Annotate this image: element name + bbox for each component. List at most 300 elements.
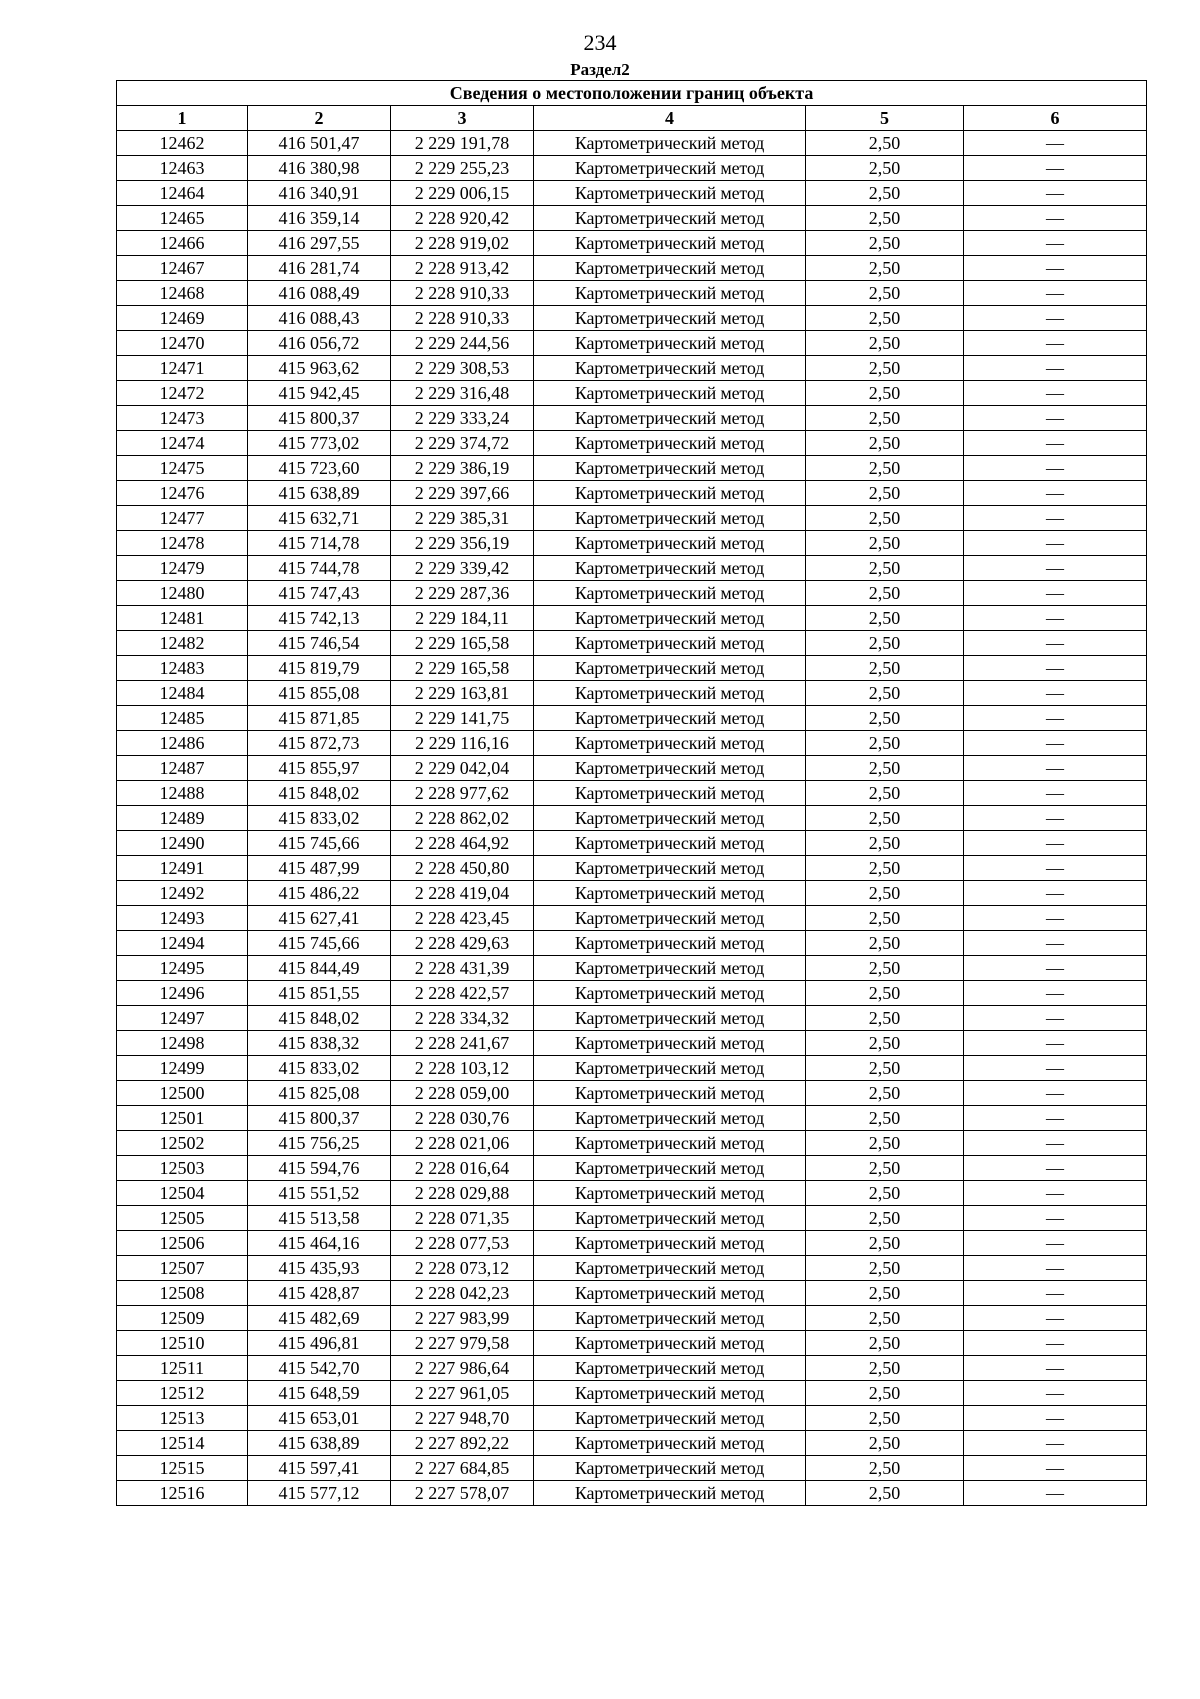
table-row: [117, 706, 1147, 731]
table-row: [117, 1106, 1147, 1131]
coordinate-y-cell: 2 229 287,36: [391, 581, 534, 606]
description-cell: —: [964, 156, 1147, 181]
accuracy-cell: 2,50: [806, 306, 964, 331]
coordinate-y-cell: 2 229 116,16: [391, 731, 534, 756]
point-number-cell: 12467: [117, 256, 248, 281]
coordinate-y-cell: 2 229 165,58: [391, 656, 534, 681]
description-cell: —: [964, 306, 1147, 331]
description-cell: —: [964, 956, 1147, 981]
coordinate-y-cell: 2 229 308,53: [391, 356, 534, 381]
coordinate-y-cell: 2 227 948,70: [391, 1406, 534, 1431]
coordinate-y-cell: 2 228 919,02: [391, 231, 534, 256]
accuracy-cell: 2,50: [806, 431, 964, 456]
description-cell: —: [964, 756, 1147, 781]
accuracy-cell: 2,50: [806, 1481, 964, 1506]
table-row: [117, 1081, 1147, 1106]
method-cell: Картометрический метод: [534, 631, 806, 656]
point-number-cell: 12506: [117, 1231, 248, 1256]
description-cell: —: [964, 581, 1147, 606]
coordinate-x-cell: 416 297,55: [248, 231, 391, 256]
accuracy-cell: 2,50: [806, 706, 964, 731]
table-row: [117, 331, 1147, 356]
coordinate-y-cell: 2 228 059,00: [391, 1081, 534, 1106]
table-body: [117, 131, 1147, 1506]
accuracy-cell: 2,50: [806, 681, 964, 706]
table-row: [117, 1431, 1147, 1456]
method-cell: Картометрический метод: [534, 1206, 806, 1231]
coordinate-y-cell: 2 229 386,19: [391, 456, 534, 481]
method-cell: Картометрический метод: [534, 756, 806, 781]
point-number-cell: 12487: [117, 756, 248, 781]
method-cell: Картометрический метод: [534, 1106, 806, 1131]
method-cell: Картометрический метод: [534, 181, 806, 206]
description-cell: —: [964, 1231, 1147, 1256]
coordinate-x-cell: 415 871,85: [248, 706, 391, 731]
point-number-cell: 12462: [117, 131, 248, 156]
coordinate-x-cell: 415 800,37: [248, 1106, 391, 1131]
description-cell: —: [964, 1331, 1147, 1356]
coordinate-y-cell: 2 228 450,80: [391, 856, 534, 881]
method-cell: Картометрический метод: [534, 681, 806, 706]
coordinate-y-cell: 2 229 333,24: [391, 406, 534, 431]
description-cell: —: [964, 481, 1147, 506]
table-row: [117, 1481, 1147, 1506]
method-cell: Картометрический метод: [534, 331, 806, 356]
description-cell: —: [964, 1131, 1147, 1156]
point-number-cell: 12491: [117, 856, 248, 881]
coordinate-x-cell: 415 833,02: [248, 806, 391, 831]
accuracy-cell: 2,50: [806, 206, 964, 231]
point-number-cell: 12490: [117, 831, 248, 856]
point-number-cell: 12479: [117, 556, 248, 581]
point-number-cell: 12516: [117, 1481, 248, 1506]
accuracy-cell: 2,50: [806, 756, 964, 781]
coordinate-y-cell: 2 228 042,23: [391, 1281, 534, 1306]
method-cell: Картометрический метод: [534, 906, 806, 931]
method-cell: Картометрический метод: [534, 1381, 806, 1406]
method-cell: Картометрический метод: [534, 1181, 806, 1206]
coordinate-y-cell: 2 229 397,66: [391, 481, 534, 506]
coordinate-x-cell: 415 627,41: [248, 906, 391, 931]
coordinate-x-cell: 416 088,49: [248, 281, 391, 306]
description-cell: —: [964, 1156, 1147, 1181]
coordinate-x-cell: 416 501,47: [248, 131, 391, 156]
method-cell: Картометрический метод: [534, 1006, 806, 1031]
accuracy-cell: 2,50: [806, 931, 964, 956]
coordinate-x-cell: 415 744,78: [248, 556, 391, 581]
coordinate-y-cell: 2 228 920,42: [391, 206, 534, 231]
point-number-cell: 12475: [117, 456, 248, 481]
description-cell: —: [964, 1456, 1147, 1481]
description-cell: —: [964, 431, 1147, 456]
point-number-cell: 12480: [117, 581, 248, 606]
accuracy-cell: 2,50: [806, 481, 964, 506]
method-cell: Картометрический метод: [534, 531, 806, 556]
table-row: [117, 206, 1147, 231]
description-cell: —: [964, 656, 1147, 681]
table-row: [117, 1231, 1147, 1256]
point-number-cell: 12486: [117, 731, 248, 756]
point-number-cell: 12492: [117, 881, 248, 906]
table-row: [117, 1356, 1147, 1381]
table-row: [117, 1181, 1147, 1206]
table-row: [117, 781, 1147, 806]
method-cell: Картометрический метод: [534, 1331, 806, 1356]
point-number-cell: 12507: [117, 1256, 248, 1281]
table-row: [117, 1131, 1147, 1156]
coordinate-y-cell: 2 228 464,92: [391, 831, 534, 856]
method-cell: Картометрический метод: [534, 206, 806, 231]
description-cell: —: [964, 1106, 1147, 1131]
coordinate-y-cell: 2 228 016,64: [391, 1156, 534, 1181]
table-row: [117, 806, 1147, 831]
accuracy-cell: 2,50: [806, 1206, 964, 1231]
point-number-cell: 12510: [117, 1331, 248, 1356]
column-number: 2: [248, 106, 391, 131]
accuracy-cell: 2,50: [806, 381, 964, 406]
coordinate-x-cell: 415 819,79: [248, 656, 391, 681]
description-cell: —: [964, 381, 1147, 406]
coordinate-y-cell: 2 228 422,57: [391, 981, 534, 1006]
coordinate-x-cell: 416 380,98: [248, 156, 391, 181]
accuracy-cell: 2,50: [806, 406, 964, 431]
method-cell: Картометрический метод: [534, 1406, 806, 1431]
coordinate-x-cell: 416 359,14: [248, 206, 391, 231]
table-row: [117, 481, 1147, 506]
coordinate-x-cell: 416 281,74: [248, 256, 391, 281]
coordinate-x-cell: 415 632,71: [248, 506, 391, 531]
description-cell: —: [964, 1481, 1147, 1506]
table-row: [117, 731, 1147, 756]
accuracy-cell: 2,50: [806, 156, 964, 181]
accuracy-cell: 2,50: [806, 181, 964, 206]
table-row: [117, 981, 1147, 1006]
method-cell: Картометрический метод: [534, 1056, 806, 1081]
table-row: [117, 381, 1147, 406]
table-row: [117, 581, 1147, 606]
table-row: [117, 531, 1147, 556]
column-number: 1: [117, 106, 248, 131]
accuracy-cell: 2,50: [806, 1431, 964, 1456]
table-row: [117, 406, 1147, 431]
description-cell: —: [964, 1181, 1147, 1206]
coordinate-y-cell: 2 229 374,72: [391, 431, 534, 456]
coordinate-y-cell: 2 229 316,48: [391, 381, 534, 406]
description-cell: —: [964, 806, 1147, 831]
method-cell: Картометрический метод: [534, 856, 806, 881]
method-cell: Картометрический метод: [534, 1306, 806, 1331]
accuracy-cell: 2,50: [806, 506, 964, 531]
description-cell: —: [964, 506, 1147, 531]
accuracy-cell: 2,50: [806, 806, 964, 831]
coordinate-x-cell: 415 577,12: [248, 1481, 391, 1506]
method-cell: Картометрический метод: [534, 1281, 806, 1306]
table-caption: Сведения о местоположении границ объекта: [117, 81, 1147, 106]
coordinate-y-cell: 2 228 910,33: [391, 306, 534, 331]
description-cell: —: [964, 281, 1147, 306]
coordinate-y-cell: 2 227 961,05: [391, 1381, 534, 1406]
point-number-cell: 12502: [117, 1131, 248, 1156]
table-row: [117, 456, 1147, 481]
description-cell: —: [964, 1381, 1147, 1406]
table-row: [117, 1331, 1147, 1356]
accuracy-cell: 2,50: [806, 1356, 964, 1381]
accuracy-cell: 2,50: [806, 556, 964, 581]
description-cell: —: [964, 356, 1147, 381]
method-cell: Картометрический метод: [534, 1231, 806, 1256]
description-cell: —: [964, 781, 1147, 806]
coordinate-x-cell: 416 088,43: [248, 306, 391, 331]
coordinate-x-cell: 416 056,72: [248, 331, 391, 356]
point-number-cell: 12508: [117, 1281, 248, 1306]
description-cell: —: [964, 231, 1147, 256]
point-number-cell: 12471: [117, 356, 248, 381]
accuracy-cell: 2,50: [806, 906, 964, 931]
coordinate-y-cell: 2 228 423,45: [391, 906, 534, 931]
coordinate-y-cell: 2 228 862,02: [391, 806, 534, 831]
table-row: [117, 931, 1147, 956]
coordinate-x-cell: 415 844,49: [248, 956, 391, 981]
coordinate-x-cell: 415 723,60: [248, 456, 391, 481]
table-row: [117, 606, 1147, 631]
table-row: [117, 906, 1147, 931]
column-number: 5: [806, 106, 964, 131]
accuracy-cell: 2,50: [806, 1306, 964, 1331]
method-cell: Картометрический метод: [534, 481, 806, 506]
method-cell: Картометрический метод: [534, 656, 806, 681]
table-row: [117, 831, 1147, 856]
coordinate-y-cell: 2 228 073,12: [391, 1256, 534, 1281]
method-cell: Картометрический метод: [534, 931, 806, 956]
accuracy-cell: 2,50: [806, 356, 964, 381]
point-number-cell: 12511: [117, 1356, 248, 1381]
accuracy-cell: 2,50: [806, 1406, 964, 1431]
table-row: [117, 656, 1147, 681]
accuracy-cell: 2,50: [806, 581, 964, 606]
coordinate-y-cell: 2 228 103,12: [391, 1056, 534, 1081]
description-cell: —: [964, 556, 1147, 581]
description-cell: —: [964, 831, 1147, 856]
description-cell: —: [964, 456, 1147, 481]
coordinate-y-cell: 2 228 910,33: [391, 281, 534, 306]
table-row: [117, 1206, 1147, 1231]
accuracy-cell: 2,50: [806, 1156, 964, 1181]
coordinate-x-cell: 415 653,01: [248, 1406, 391, 1431]
coordinate-y-cell: 2 228 029,88: [391, 1181, 534, 1206]
accuracy-cell: 2,50: [806, 1231, 964, 1256]
table-row: [117, 1056, 1147, 1081]
point-number-cell: 12465: [117, 206, 248, 231]
coordinate-x-cell: 415 848,02: [248, 1006, 391, 1031]
coordinate-y-cell: 2 228 021,06: [391, 1131, 534, 1156]
method-cell: Картометрический метод: [534, 1431, 806, 1456]
method-cell: Картометрический метод: [534, 1256, 806, 1281]
accuracy-cell: 2,50: [806, 1256, 964, 1281]
accuracy-cell: 2,50: [806, 1456, 964, 1481]
coordinate-x-cell: 415 542,70: [248, 1356, 391, 1381]
coordinate-x-cell: 415 825,08: [248, 1081, 391, 1106]
point-number-cell: 12470: [117, 331, 248, 356]
coordinate-y-cell: 2 227 684,85: [391, 1456, 534, 1481]
table-row: [117, 156, 1147, 181]
point-number-cell: 12468: [117, 281, 248, 306]
method-cell: Картометрический метод: [534, 281, 806, 306]
method-cell: Картометрический метод: [534, 581, 806, 606]
accuracy-cell: 2,50: [806, 1106, 964, 1131]
method-cell: Картометрический метод: [534, 431, 806, 456]
coordinate-x-cell: 415 594,76: [248, 1156, 391, 1181]
coordinate-x-cell: 415 648,59: [248, 1381, 391, 1406]
description-cell: —: [964, 406, 1147, 431]
coordinate-x-cell: 415 773,02: [248, 431, 391, 456]
coordinate-x-cell: 415 851,55: [248, 981, 391, 1006]
description-cell: —: [964, 181, 1147, 206]
table-row: [117, 956, 1147, 981]
coordinate-x-cell: 415 855,97: [248, 756, 391, 781]
description-cell: —: [964, 1006, 1147, 1031]
method-cell: Картометрический метод: [534, 606, 806, 631]
coordinate-y-cell: 2 229 191,78: [391, 131, 534, 156]
point-number-cell: 12498: [117, 1031, 248, 1056]
point-number-cell: 12473: [117, 406, 248, 431]
point-number-cell: 12493: [117, 906, 248, 931]
accuracy-cell: 2,50: [806, 231, 964, 256]
point-number-cell: 12488: [117, 781, 248, 806]
column-number: 6: [964, 106, 1147, 131]
description-cell: —: [964, 1256, 1147, 1281]
description-cell: —: [964, 681, 1147, 706]
accuracy-cell: 2,50: [806, 1006, 964, 1031]
coordinate-x-cell: 415 800,37: [248, 406, 391, 431]
point-number-cell: 12513: [117, 1406, 248, 1431]
coordinate-x-cell: 415 513,58: [248, 1206, 391, 1231]
method-cell: Картометрический метод: [534, 256, 806, 281]
coordinate-y-cell: 2 229 006,15: [391, 181, 534, 206]
table-row: [117, 506, 1147, 531]
boundary-coordinates-table: [116, 80, 1147, 1506]
method-cell: Картометрический метод: [534, 456, 806, 481]
description-cell: —: [964, 1356, 1147, 1381]
coordinate-y-cell: 2 229 165,58: [391, 631, 534, 656]
coordinate-x-cell: 415 464,16: [248, 1231, 391, 1256]
coordinate-y-cell: 2 227 979,58: [391, 1331, 534, 1356]
coordinate-y-cell: 2 228 334,32: [391, 1006, 534, 1031]
point-number-cell: 12466: [117, 231, 248, 256]
description-cell: —: [964, 531, 1147, 556]
coordinate-x-cell: 415 746,54: [248, 631, 391, 656]
coordinate-x-cell: 415 872,73: [248, 731, 391, 756]
table-row: [117, 1006, 1147, 1031]
table-row: [117, 1381, 1147, 1406]
accuracy-cell: 2,50: [806, 731, 964, 756]
method-cell: Картометрический метод: [534, 131, 806, 156]
table-row: [117, 881, 1147, 906]
point-number-cell: 12501: [117, 1106, 248, 1131]
description-cell: —: [964, 1406, 1147, 1431]
point-number-cell: 12481: [117, 606, 248, 631]
description-cell: —: [964, 131, 1147, 156]
description-cell: —: [964, 906, 1147, 931]
method-cell: Картометрический метод: [534, 831, 806, 856]
description-cell: —: [964, 1031, 1147, 1056]
table-row: [117, 306, 1147, 331]
coordinate-x-cell: 415 435,93: [248, 1256, 391, 1281]
description-cell: —: [964, 1206, 1147, 1231]
coordinate-x-cell: 415 428,87: [248, 1281, 391, 1306]
coordinate-y-cell: 2 228 030,76: [391, 1106, 534, 1131]
coordinate-x-cell: 415 745,66: [248, 831, 391, 856]
point-number-cell: 12497: [117, 1006, 248, 1031]
point-number-cell: 12500: [117, 1081, 248, 1106]
method-cell: Картометрический метод: [534, 406, 806, 431]
description-cell: —: [964, 1056, 1147, 1081]
coordinate-y-cell: 2 227 986,64: [391, 1356, 534, 1381]
coordinate-x-cell: 415 486,22: [248, 881, 391, 906]
coordinate-y-cell: 2 229 255,23: [391, 156, 534, 181]
method-cell: Картометрический метод: [534, 881, 806, 906]
coordinate-x-cell: 415 963,62: [248, 356, 391, 381]
coordinate-y-cell: 2 228 077,53: [391, 1231, 534, 1256]
method-cell: Картометрический метод: [534, 781, 806, 806]
method-cell: Картометрический метод: [534, 981, 806, 1006]
method-cell: Картометрический метод: [534, 806, 806, 831]
point-number-cell: 12504: [117, 1181, 248, 1206]
coordinate-x-cell: 415 745,66: [248, 931, 391, 956]
table-row: [117, 1281, 1147, 1306]
coordinate-x-cell: 415 833,02: [248, 1056, 391, 1081]
point-number-cell: 12476: [117, 481, 248, 506]
table-row: [117, 281, 1147, 306]
coordinate-x-cell: 415 855,08: [248, 681, 391, 706]
accuracy-cell: 2,50: [806, 656, 964, 681]
method-cell: Картометрический метод: [534, 731, 806, 756]
coordinate-x-cell: 415 742,13: [248, 606, 391, 631]
point-number-cell: 12494: [117, 931, 248, 956]
accuracy-cell: 2,50: [806, 981, 964, 1006]
coordinate-y-cell: 2 228 977,62: [391, 781, 534, 806]
table-row: [117, 556, 1147, 581]
column-number-row: [117, 106, 1147, 131]
coordinate-y-cell: 2 229 163,81: [391, 681, 534, 706]
method-cell: Картометрический метод: [534, 1156, 806, 1181]
accuracy-cell: 2,50: [806, 1131, 964, 1156]
point-number-cell: 12496: [117, 981, 248, 1006]
table-row: [117, 1256, 1147, 1281]
coordinate-y-cell: 2 228 419,04: [391, 881, 534, 906]
table-row: [117, 1031, 1147, 1056]
method-cell: Картометрический метод: [534, 1081, 806, 1106]
accuracy-cell: 2,50: [806, 831, 964, 856]
accuracy-cell: 2,50: [806, 631, 964, 656]
point-number-cell: 12509: [117, 1306, 248, 1331]
table-row: [117, 131, 1147, 156]
description-cell: —: [964, 931, 1147, 956]
column-number: 4: [534, 106, 806, 131]
coordinate-x-cell: 415 638,89: [248, 481, 391, 506]
accuracy-cell: 2,50: [806, 1056, 964, 1081]
coordinate-x-cell: 415 597,41: [248, 1456, 391, 1481]
accuracy-cell: 2,50: [806, 1081, 964, 1106]
coordinate-x-cell: 416 340,91: [248, 181, 391, 206]
column-number: 3: [391, 106, 534, 131]
coordinate-y-cell: 2 228 429,63: [391, 931, 534, 956]
accuracy-cell: 2,50: [806, 881, 964, 906]
accuracy-cell: 2,50: [806, 956, 964, 981]
method-cell: Картометрический метод: [534, 1131, 806, 1156]
coordinate-x-cell: 415 848,02: [248, 781, 391, 806]
section-title: Раздел2: [570, 60, 630, 79]
method-cell: Картометрический метод: [534, 1456, 806, 1481]
